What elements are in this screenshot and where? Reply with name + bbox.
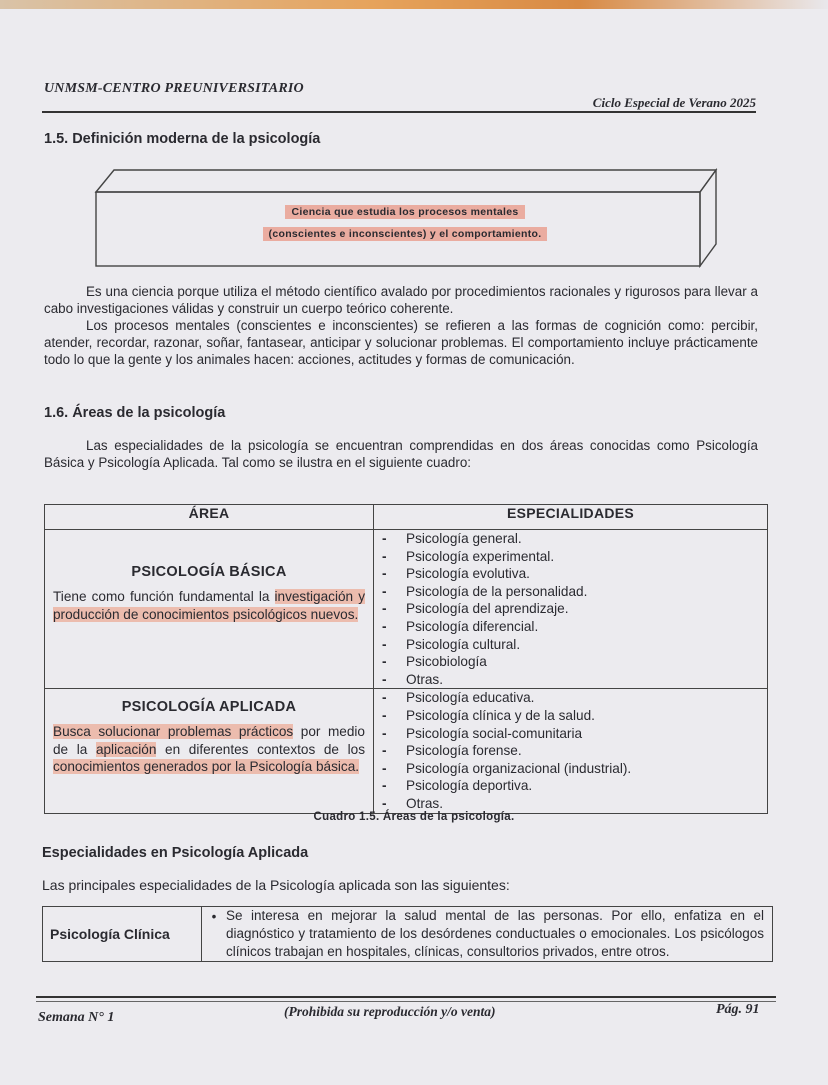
definition-box [92,166,718,268]
basica-item: - Otras. [378,671,767,689]
definition-line-1: Ciencia que estudia los procesos mentales [92,206,718,218]
areas-table [44,504,768,814]
areas-table-header [45,505,768,530]
paragraph-areas: Las especialidades de la psicología se encuentran comprendidas en dos áreas conocidas como Psicología Básica y Psicología Aplicada. Tal como se ilustra en el siguiente cuadro: [44,438,758,470]
col-especialidades: ESPECIALIDADES [374,505,768,530]
basica-item: - Psicología cultural. [378,636,767,654]
aplicada-item: - Psicología educativa. [378,689,767,707]
row-aplicada [45,689,768,813]
top-edge-band [0,0,828,9]
basica-title: PSICOLOGÍA BÁSICA [131,564,287,580]
aplicada-item: - Psicología social-comunitaria [378,725,767,743]
header-cycle: Ciclo Especial de Verano 2025 [592,95,756,110]
footer-rule-thin [36,1001,776,1002]
aplicada-title: PSICOLOGÍA APLICADA [121,699,297,716]
aplicada-item: - Otras. [378,795,767,813]
aplicada-item: - Psicología organizacional (industrial). [378,760,767,778]
basica-item: - Psicología experimental. [378,548,767,566]
basica-item: - Psicología evolutiva. [378,565,767,583]
aplicada-area-cell [45,689,374,813]
header-institution: UNMSM-CENTRO PREUNIVERSITARIO [44,81,304,96]
section-1-5-body [44,283,758,368]
footer-notice: (Prohibida su reproducción y/o venta) [284,1004,496,1019]
footer-rule [36,996,776,998]
basica-item: - Psicobiología [378,653,767,671]
basica-item: - Psicología general. [378,530,767,548]
footer-page-number: Pág. 91 [716,1002,760,1017]
table-caption: Cuadro 1.5. Áreas de la psicología. [313,811,515,823]
basica-especialidades-cell [374,530,768,689]
aplicada-especialidades-list [374,689,767,812]
basica-especialidades-list [374,530,767,688]
especialidades-table [42,906,773,962]
definition-line-2: (conscientes e inconscientes) y el comportamiento. [92,228,718,240]
aplicada-item: - Psicología clínica y de la salud. [378,707,767,725]
basica-description: Tiene como función fundamental la investigación y producción de conocimientos psicológicos nuevos. [53,589,365,622]
basica-area-cell [45,530,374,689]
paragraph-procesos: Los procesos mentales (conscientes e inconscientes) se refieren a las formas de cognición como: percibir, atender, recordar, razonar, soñar, fantasear, anticipar y solucionar problemas. El comportamiento incluye prácticamente todo lo que la gente y los animales hacen: acciones, actitudes y formas de comunicación. [44,318,758,367]
aplicada-section-heading: Especialidades en Psicología Aplicada [42,845,309,861]
row-basica [45,530,768,689]
especialidad-name: Psicología Clínica [43,907,202,962]
especialidad-row [43,907,773,962]
paragraph-ciencia: Es una ciencia porque utiliza el método científico avalado por procedimientos racionales y rigurosos para llevar a cabo investigaciones válidas y construir un cuerpo teórico coherente. [44,284,758,316]
bullet-icon: • [202,907,227,962]
aplicada-item: - Psicología deportiva. [378,777,767,795]
col-area: ÁREA [45,505,374,530]
aplicada-description: Busca solucionar problemas prácticos por medio de la aplicación en diferentes contextos de los conocimientos generados por la Psicología básica. [53,724,365,775]
aplicada-especialidades-cell [374,689,768,813]
header-rule [42,111,756,113]
basica-item: - Psicología de la personalidad. [378,583,767,601]
aplicada-section-intro: Las principales especialidades de la Psicología aplicada son las siguientes: [42,877,510,893]
aplicada-item: - Psicología forense. [378,742,767,760]
section-1-6-body [44,437,758,471]
section-1-6-heading: 1.6. Áreas de la psicología [44,405,226,421]
footer-week: Semana N° 1 [38,1010,115,1025]
especialidad-description: Se interesa en mejorar la salud mental de las personas. Por ello, enfatiza en el diagnóstico y tratamiento de los desórdenes conductuales o emocionales. Los psicólogos clínicos trabajan en hospitales, clínicas, consultorios privados, entre otros. [226,907,773,962]
basica-item: - Psicología del aprendizaje. [378,600,767,618]
basica-item: - Psicología diferencial. [378,618,767,636]
section-1-5-heading: 1.5. Definición moderna de la psicología [44,131,321,147]
